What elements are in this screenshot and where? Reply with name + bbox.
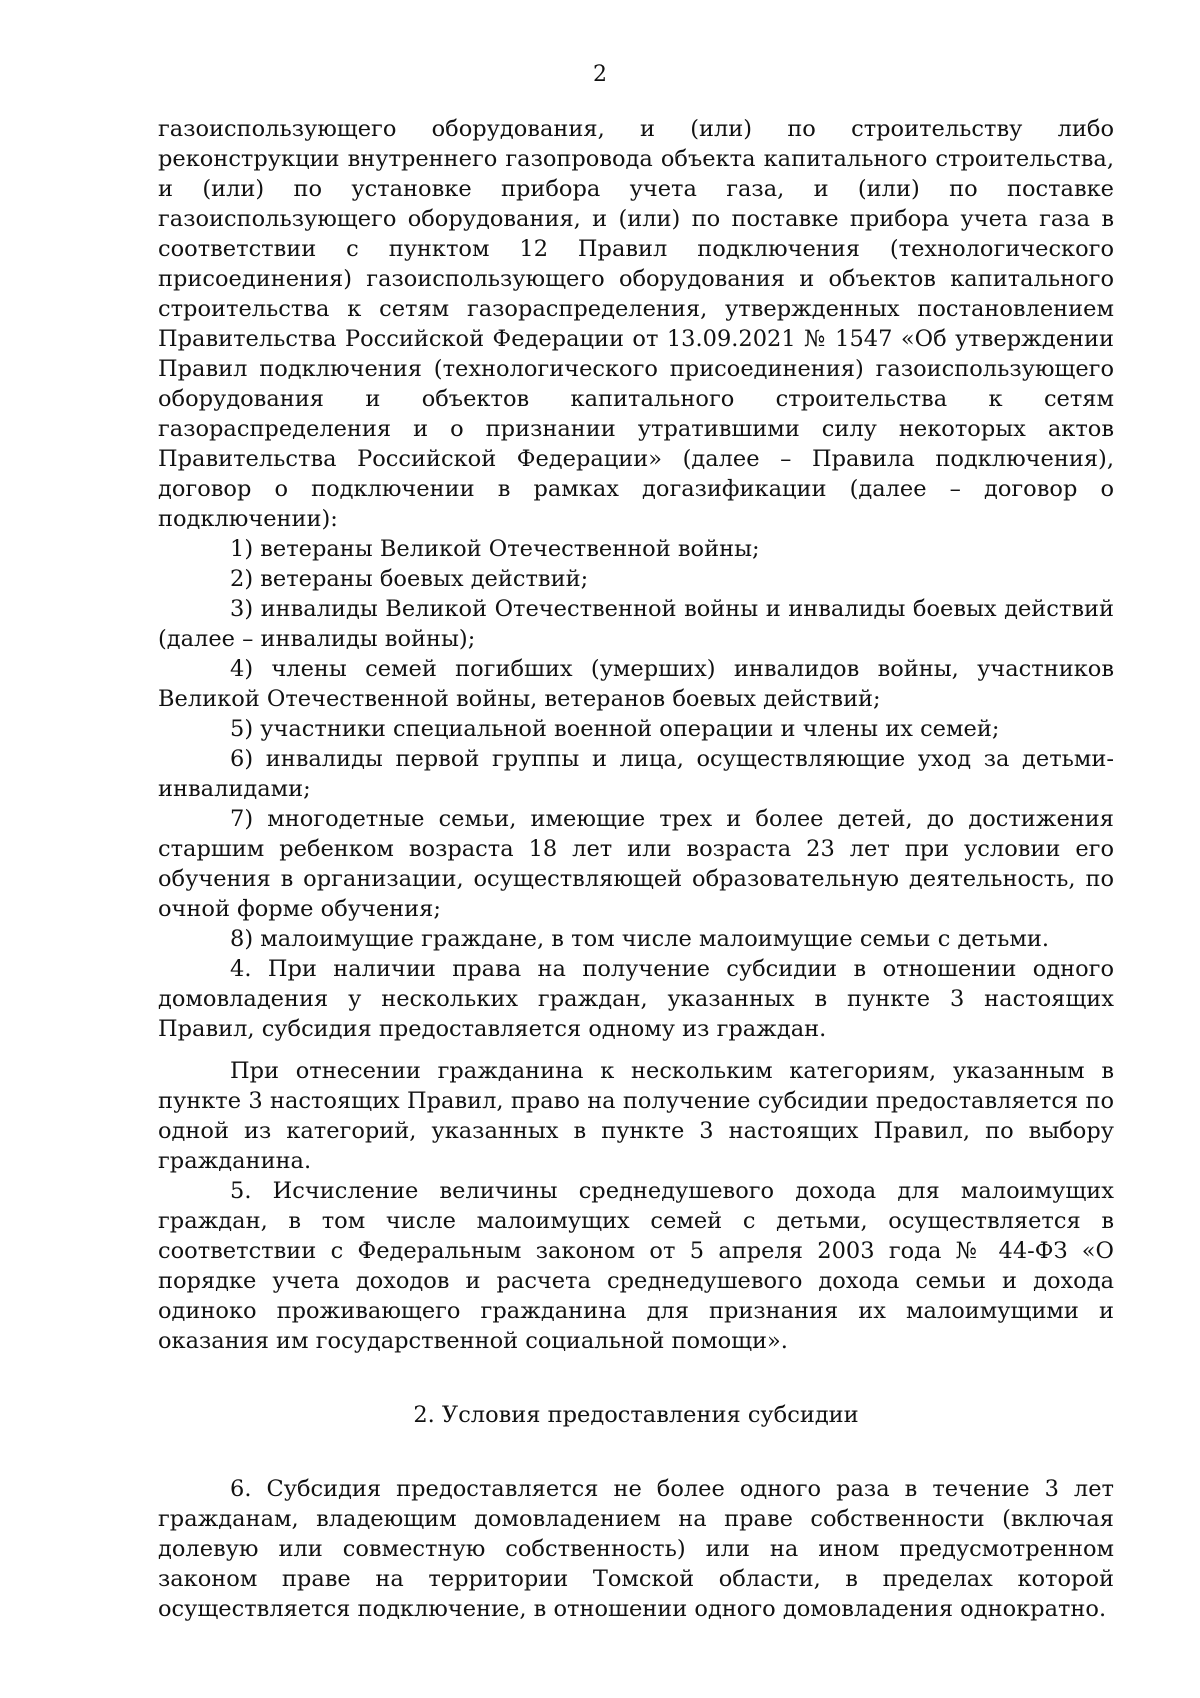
- clause-6: 6. Субсидия предоставляется не более одного раза в течение 3 лет гражданам, владеющим домовладением на праве собственности (включая долевую или совместную собственность) или на ином предусмотренном законом праве на территории Томской области, в пределах которой осуществляется подключение, в отношении одного домовладения однократно.: [158, 1476, 1114, 1622]
- clause-4-continuation: При отнесении гражданина к нескольким категориям, указанным в пункте 3 настоящих Правил, право на получение субсидии предоставляется по одной из категорий, указанных в пункте 3 настоящих Правил, по выбору гражданина.: [158, 1058, 1114, 1174]
- list-item-5: 5) участники специальной военной операции и члены их семей;: [230, 716, 1000, 742]
- page-number: 2: [593, 62, 607, 87]
- clause-5: 5. Исчисление величины среднедушевого дохода для малоимущих граждан, в том числе малоимущих семей с детьми, осуществляется в соответствии с Федеральным законом от 5 апреля 2003 года № 44-ФЗ «О порядке учета доходов и расчета среднедушевого дохода семьи и дохода одиноко проживающего гражданина для признания их малоимущими и оказания им государственной социальной помощи».: [158, 1178, 1114, 1354]
- list-item-2: 2) ветераны боевых действий;: [230, 566, 589, 592]
- clause-4: 4. При наличии права на получение субсидии в отношении одного домовладения у нескольких граждан, указанных в пункте 3 настоящих Правил, субсидия предоставляется одному из граждан.: [158, 956, 1114, 1042]
- section-heading: 2. Условия предоставления субсидии: [413, 1402, 859, 1428]
- list-item-1: 1) ветераны Великой Отечественной войны;: [230, 536, 760, 562]
- paragraph-continuation: газоиспользующего оборудования, и (или) по строительству либо реконструкции внутреннего газопровода объекта капитального строительства, и (или) по установке прибора учета газа, и (или) по поставке газоиспользующего оборудования, и (или) по поставке прибора учета газа в соответствии с пунктом 12 Правил подключения (технологического присоединения) газоиспользующего оборудования и объектов капитального строительства к сетям газораспределения, утвержденных постановлением Правительства Российской Федерации от 13.09.2021 № 1547 «Об утверждении Правил подключения (технологического присоединения) газоиспользующего оборудования и объектов капитального строительства к сетям газораспределения и о признании утратившими силу некоторых актов Правительства Российской Федерации» (далее – Правила подключения), договор о подключении в рамках догазификации (далее – договор о подключении):: [158, 116, 1114, 532]
- list-item-3: 3) инвалиды Великой Отечественной войны и инвалиды боевых действий (далее – инвалиды войны);: [158, 596, 1114, 652]
- document-body: [158, 114, 1114, 1624]
- list-item-7: 7) многодетные семьи, имеющие трех и более детей, до достижения старшим ребенком возраста 18 лет или возраста 23 лет при условии его обучения в организации, осуществляющей образовательную деятельность, по очной форме обучения;: [158, 806, 1114, 922]
- list-item-8: 8) малоимущие граждане, в том числе малоимущие семьи с детьми.: [230, 926, 1049, 952]
- list-item-4: 4) члены семей погибших (умерших) инвалидов войны, участников Великой Отечественной войны, ветеранов боевых действий;: [158, 656, 1114, 712]
- list-item-6: 6) инвалиды первой группы и лица, осуществляющие уход за детьми-инвалидами;: [158, 746, 1114, 802]
